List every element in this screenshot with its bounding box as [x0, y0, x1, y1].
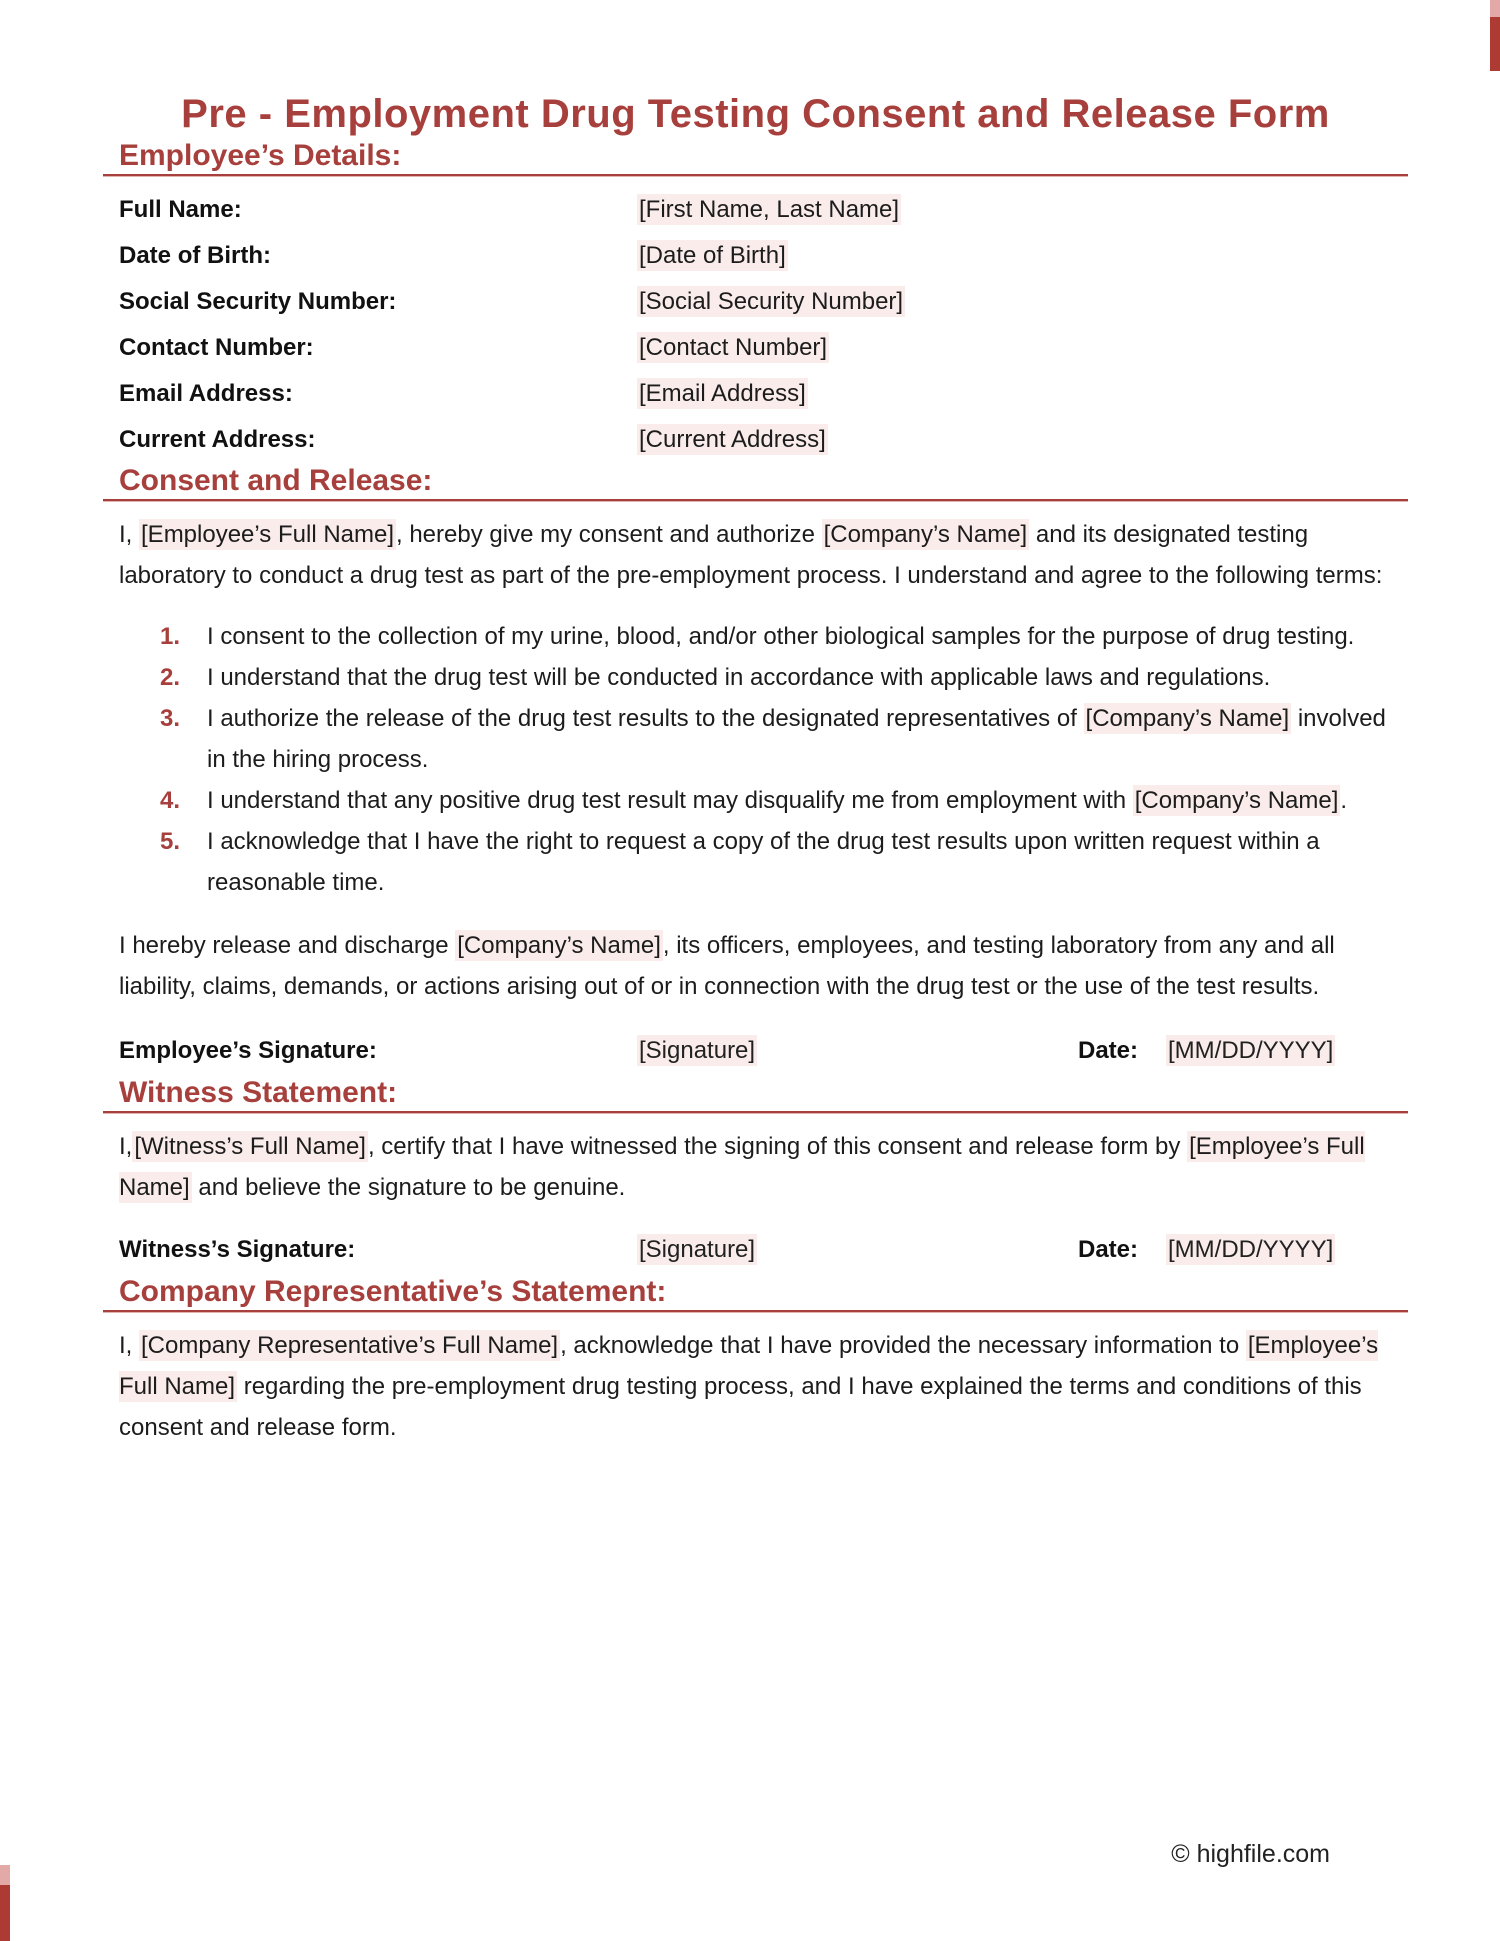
- placeholder-field[interactable]: [Witness’s Full Name]: [134, 1133, 366, 1160]
- consent-terms-list: [103, 616, 1408, 903]
- consent-intro-paragraph: I, [Employee’s Full Name], hereby give my consent and authorize [Company’s Name] and its designated testing laboratory to conduct a drug test as part of the pre-employment process. I understand and agree to the following terms:: [119, 521, 1383, 589]
- witness-statement-section: [103, 1075, 1408, 1274]
- top-right-accent-bar: [1490, 0, 1500, 71]
- list-item-text: I authorize the release of the drug test results to the designated representatives of [Company’s Name] involved in the hiring process.: [207, 705, 1386, 773]
- list-item-text: I consent to the collection of my urine, blood, and/or other biological samples for the purpose of drug testing.: [207, 623, 1355, 650]
- list-item-text: I understand that any positive drug test result may disqualify me from employment with [Company’s Name].: [207, 787, 1348, 814]
- employee-signature-row: [103, 1031, 1408, 1075]
- date-of-birth-field[interactable]: [Date of Birth]: [639, 242, 786, 269]
- section-divider: [103, 499, 1408, 502]
- list-item-text: I understand that the drug test will be conducted in accordance with applicable laws and regulations.: [207, 664, 1271, 691]
- section-divider: [103, 1111, 1408, 1114]
- list-item-number: 5.: [160, 828, 181, 855]
- list-item: [103, 780, 1408, 821]
- date-label: Date:: [1078, 1037, 1139, 1064]
- placeholder-field[interactable]: [Employee’s Full Name]: [119, 1133, 1365, 1201]
- section-divider: [103, 174, 1408, 177]
- witness-signature-date-field[interactable]: [MM/DD/YYYY]: [1168, 1236, 1334, 1263]
- field-row-full-name: [103, 187, 1408, 233]
- field-row-date-of-birth: [103, 233, 1408, 279]
- field-label: Social Security Number:: [119, 288, 397, 315]
- list-item-number: 4.: [160, 787, 181, 814]
- employee-signature-field[interactable]: [Signature]: [639, 1037, 756, 1064]
- accent-bar-light-segment: [0, 1865, 10, 1885]
- list-item-number: 2.: [160, 664, 181, 691]
- accent-bar-dark-segment: [0, 1885, 10, 1941]
- copyright-footer: © highfile.com: [1171, 1840, 1330, 1868]
- employee-details-heading: Employee’s Details:: [119, 139, 402, 172]
- accent-bar-light-segment: [1490, 0, 1500, 17]
- field-label: Current Address:: [119, 426, 316, 453]
- release-paragraph: I hereby release and discharge [Company’s Name], its officers, employees, and testing laboratory from any and all liability, claims, demands, or actions arising out of or in connection with the drug test or the use of the test results.: [119, 932, 1335, 1000]
- list-item: [103, 698, 1408, 780]
- field-row-contact-number: [103, 325, 1408, 371]
- current-address-field[interactable]: [Current Address]: [639, 426, 826, 453]
- employee-details-section: [103, 138, 1408, 463]
- company-representative-heading: Company Representative’s Statement:: [119, 1275, 667, 1308]
- email-address-field[interactable]: [Email Address]: [639, 380, 806, 407]
- date-label: Date:: [1078, 1236, 1139, 1263]
- ssn-field[interactable]: [Social Security Number]: [639, 288, 904, 315]
- section-divider: [103, 1310, 1408, 1313]
- placeholder-field[interactable]: [Company’s Name]: [1085, 705, 1290, 732]
- employee-signature-date-field[interactable]: [MM/DD/YYYY]: [1168, 1037, 1334, 1064]
- list-item-number: 3.: [160, 705, 181, 732]
- placeholder-field[interactable]: [Employee’s Full Name]: [119, 1332, 1379, 1400]
- placeholder-field[interactable]: [Employee’s Full Name]: [141, 521, 394, 548]
- witness-statement-heading: Witness Statement:: [119, 1076, 398, 1109]
- company-representative-paragraph: I, [Company Representative’s Full Name], acknowledge that I have provided the necessary information to [Employee’s Full Name] regarding the pre-employment drug testing process, and I have explained the terms and conditions of this consent and release form.: [119, 1332, 1379, 1441]
- accent-bar-dark-segment: [1490, 17, 1500, 71]
- signature-label: Witness’s Signature:: [119, 1236, 356, 1263]
- page-title: Pre - Employment Drug Testing Consent and Release Form: [181, 92, 1330, 136]
- list-item-text: I acknowledge that I have the right to request a copy of the drug test results upon written request within a reasonable time.: [207, 828, 1320, 896]
- list-item: [103, 616, 1408, 657]
- field-row-current-address: [103, 417, 1408, 463]
- company-representative-section: [103, 1274, 1408, 1448]
- placeholder-field[interactable]: [Company’s Name]: [457, 932, 661, 959]
- bottom-left-accent-bar: [0, 1865, 10, 1941]
- field-row-email-address: [103, 371, 1408, 417]
- witness-statement-paragraph: I,[Witness’s Full Name], certify that I have witnessed the signing of this consent and release form by [Employee’s Full Name] and believe the signature to be genuine.: [119, 1133, 1365, 1201]
- placeholder-field[interactable]: [Company’s Name]: [823, 521, 1028, 548]
- field-row-ssn: [103, 279, 1408, 325]
- consent-release-section: [103, 463, 1408, 1075]
- list-item-number: 1.: [160, 623, 181, 650]
- witness-signature-field[interactable]: [Signature]: [639, 1236, 756, 1263]
- witness-signature-row: [103, 1230, 1408, 1274]
- consent-release-heading: Consent and Release:: [119, 464, 433, 497]
- list-item: [103, 821, 1408, 903]
- placeholder-field[interactable]: [Company Representative’s Full Name]: [141, 1332, 559, 1359]
- contact-number-field[interactable]: [Contact Number]: [639, 334, 828, 361]
- list-item: [103, 657, 1408, 698]
- placeholder-field[interactable]: [Company’s Name]: [1134, 787, 1339, 814]
- field-label: Full Name:: [119, 196, 242, 223]
- field-label: Date of Birth:: [119, 242, 271, 269]
- employee-details-fields: [103, 187, 1408, 463]
- full-name-field[interactable]: [First Name, Last Name]: [639, 196, 900, 223]
- signature-label: Employee’s Signature:: [119, 1037, 377, 1064]
- field-label: Email Address:: [119, 380, 293, 407]
- document-content: [103, 0, 1408, 1448]
- field-label: Contact Number:: [119, 334, 314, 361]
